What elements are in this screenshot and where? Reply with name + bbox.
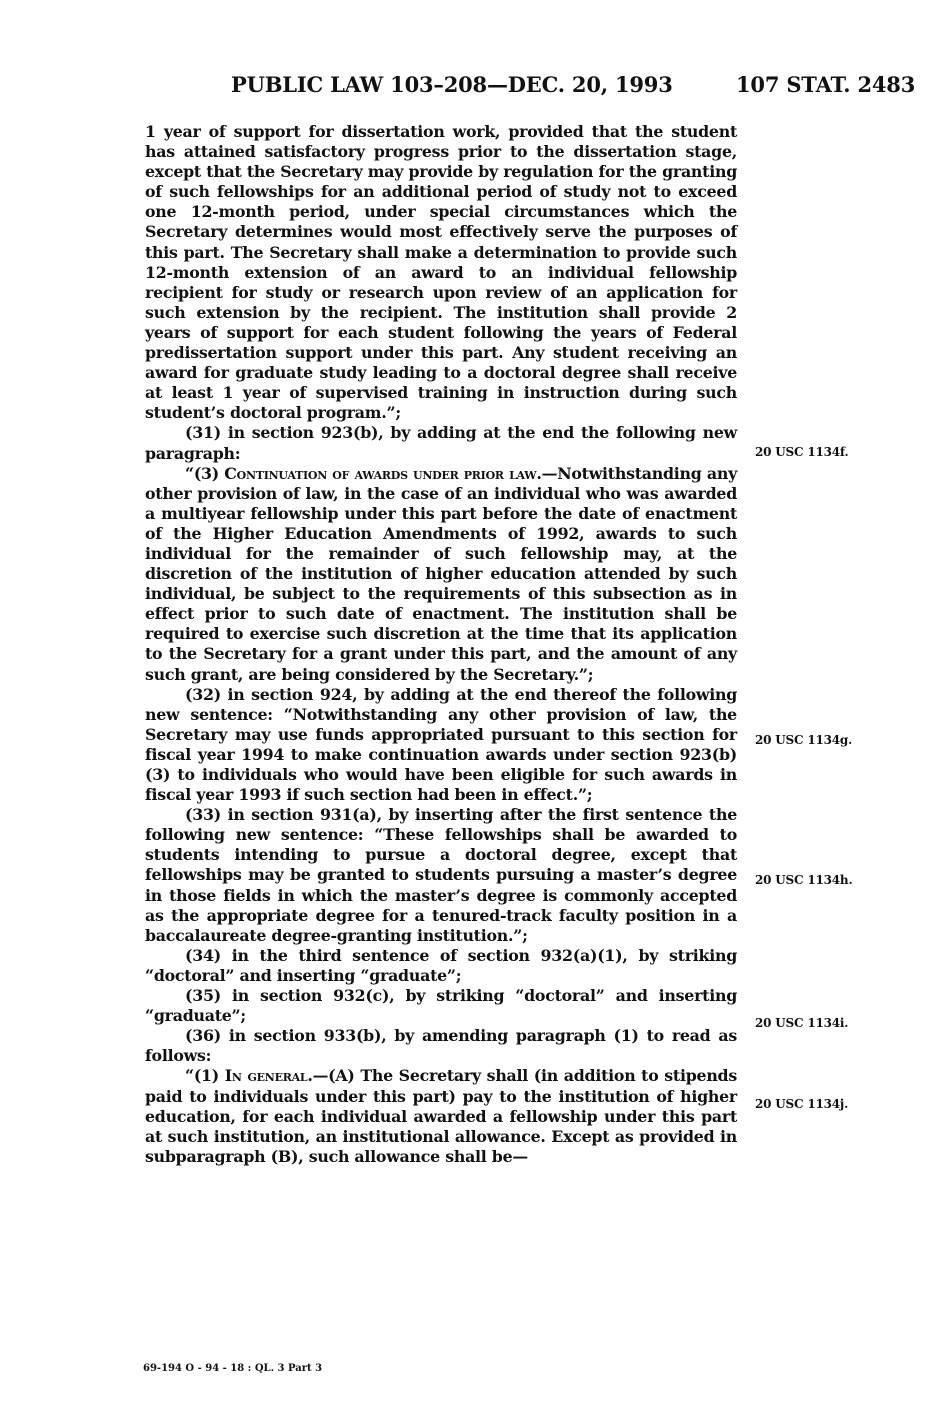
paragraph-34: (34) in the third sentence of section 932(a)(1), by striking “doctoral” and inserting “graduate”;: [145, 945, 737, 985]
paragraph-body: —Notwithstanding any other provision of law, in the case of an individual who was awarded a multiyear fellowship under this part before the date of enactment of the Higher Education Amendments of 1992, awards to such individual for the remainder of such fellowship may, at the discretion of the institution of higher education attended by such individual, be subject to the requirements of this subsection as in effect prior to such date of enactment. The institution shall be required to exercise such discretion at the time that its application to the Secretary for a grant under this part, and the amount of any such grant, are being considered by the Secretary.”;: [145, 463, 737, 684]
page-header: [0, 72, 952, 108]
margin-note-usc-1134h: 20 USC 1134h.: [755, 873, 853, 887]
paragraph-33: (33) in section 931(a), by inserting after the first sentence the following new sentence: “These fellowships shall be awarded to students intending to pursue a doctoral degree, except that fellowships may be granted to students pursuing a master’s degree in those fields in which the master’s degree is commonly accepted as the appropriate degree for a tenured-track faculty position in a baccalaureate degree-granting institution.”;: [145, 805, 737, 945]
print-code-footer: 69-194 O - 94 - 18 : QL. 3 Part 3: [143, 1363, 323, 1374]
statute-page-number: 107 STAT. 2483: [736, 72, 916, 97]
margin-note-usc-1134i: 20 USC 1134i.: [755, 1016, 849, 1030]
body-text: [145, 122, 737, 1167]
paragraph-32: (32) in section 924, by adding at the end thereof the following new sentence: “Notwithstanding any other provision of law, the Secretary may use funds appropriated pursuant to this section for fiscal year 1994 to make continuation awards under section 923(b)(3) to individuals who would have been eligible for such awards in fiscal year 1993 if such section had been in effect.”;: [145, 684, 737, 805]
paragraph-36: (36) in section 933(b), by amending paragraph (1) to read as follows:: [145, 1026, 737, 1066]
paragraph-body: —(A) The Secretary shall (in addition to stipends paid to individuals under this part) pay to the institution of higher education, for each individual awarded a fellowship under this part at such institution, an institutional allowance. Except as provided in subparagraph (B), such allowance shall be—: [145, 1066, 737, 1166]
paragraph-35: (35) in section 932(c), by striking “doctoral” and inserting “graduate”;: [145, 986, 737, 1026]
paragraph-in-general: [145, 1066, 737, 1166]
paragraph-continuation-of-awards: [145, 464, 737, 685]
margin-note-usc-1134f: 20 USC 1134f.: [755, 445, 849, 459]
margin-note-usc-1134j: 20 USC 1134j.: [755, 1097, 849, 1111]
paragraph-heading: “(1) In general.: [185, 1066, 313, 1086]
paragraph-heading: “(3) Continuation of awards under prior law.: [185, 463, 542, 483]
law-title: PUBLIC LAW 103–208—DEC. 20, 1993: [231, 72, 673, 97]
margin-note-usc-1134g: 20 USC 1134g.: [755, 733, 853, 747]
paragraph-31: (31) in section 923(b), by adding at the end the following new paragraph:: [145, 423, 737, 463]
paragraph-continuation: 1 year of support for dissertation work, provided that the student has attained satisfactory progress prior to the dissertation stage, except that the Secretary may provide by regulation for the granting of such fellowships for an additional period of study not to exceed one 12-month period, under special circumstances which the Secretary determines would most effectively serve the purposes of this part. The Secretary shall make a determination to provide such 12-month extension of an award to an individual fellowship recipient for study or research upon review of an application for such extension by the recipient. The institution shall provide 2 years of support for each student following the years of Federal predissertation support under this part. Any student receiving an award for graduate study leading to a doctoral degree shall receive at least 1 year of supervised training in instruction during such student’s doctoral program.”;: [145, 122, 737, 423]
